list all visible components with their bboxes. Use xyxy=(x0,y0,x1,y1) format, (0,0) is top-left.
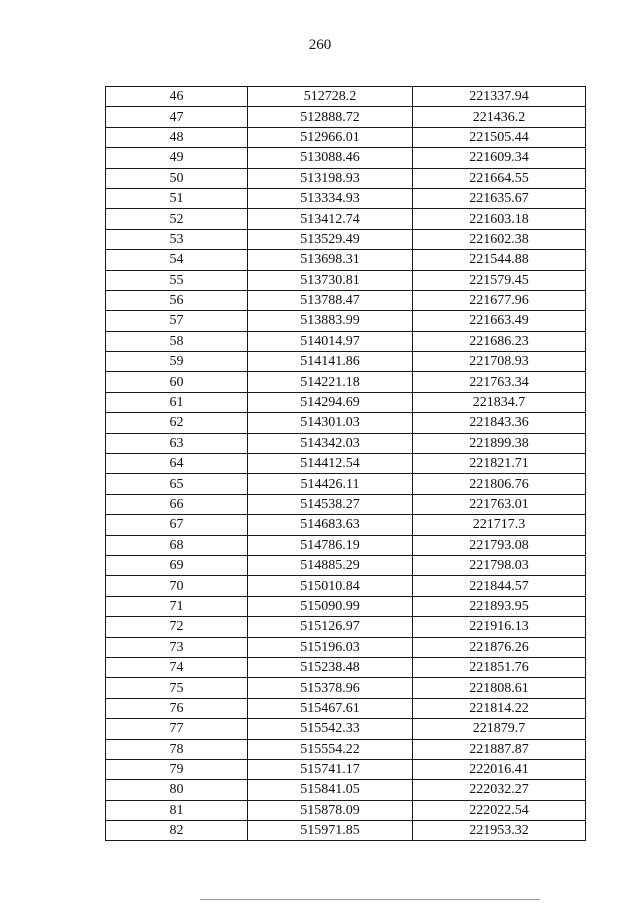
y-coordinate-cell: 221763.34 xyxy=(413,372,586,392)
table-row xyxy=(106,596,586,616)
y-coordinate-cell: 221602.38 xyxy=(413,229,586,249)
table-row xyxy=(106,107,586,127)
x-coordinate-cell: 513529.49 xyxy=(248,229,413,249)
y-coordinate-cell: 221717.3 xyxy=(413,515,586,535)
x-coordinate-cell: 514294.69 xyxy=(248,392,413,412)
point-number-cell: 73 xyxy=(106,637,248,657)
table-row xyxy=(106,617,586,637)
y-coordinate-cell: 222016.41 xyxy=(413,759,586,779)
x-coordinate-cell: 515841.05 xyxy=(248,780,413,800)
point-number-cell: 50 xyxy=(106,168,248,188)
table-row xyxy=(106,555,586,575)
x-coordinate-cell: 515196.03 xyxy=(248,637,413,657)
table-row xyxy=(106,678,586,698)
y-coordinate-cell: 221808.61 xyxy=(413,678,586,698)
point-number-cell: 64 xyxy=(106,454,248,474)
table-row xyxy=(106,270,586,290)
x-coordinate-cell: 514538.27 xyxy=(248,494,413,514)
y-coordinate-cell: 221899.38 xyxy=(413,433,586,453)
table-row xyxy=(106,515,586,535)
x-coordinate-cell: 513088.46 xyxy=(248,148,413,168)
point-number-cell: 57 xyxy=(106,311,248,331)
x-coordinate-cell: 513698.31 xyxy=(248,250,413,270)
y-coordinate-cell: 221686.23 xyxy=(413,331,586,351)
table-row xyxy=(106,494,586,514)
y-coordinate-cell: 221887.87 xyxy=(413,739,586,759)
table-row xyxy=(106,698,586,718)
table-row xyxy=(106,188,586,208)
x-coordinate-cell: 514683.63 xyxy=(248,515,413,535)
x-coordinate-cell: 515010.84 xyxy=(248,576,413,596)
x-coordinate-cell: 513198.93 xyxy=(248,168,413,188)
table-row xyxy=(106,576,586,596)
bottom-divider xyxy=(200,899,540,900)
point-number-cell: 59 xyxy=(106,352,248,372)
x-coordinate-cell: 514014.97 xyxy=(248,331,413,351)
x-coordinate-cell: 514786.19 xyxy=(248,535,413,555)
y-coordinate-cell: 221505.44 xyxy=(413,127,586,147)
point-number-cell: 55 xyxy=(106,270,248,290)
y-coordinate-cell: 221544.88 xyxy=(413,250,586,270)
point-number-cell: 66 xyxy=(106,494,248,514)
point-number-cell: 60 xyxy=(106,372,248,392)
point-number-cell: 48 xyxy=(106,127,248,147)
point-number-cell: 61 xyxy=(106,392,248,412)
point-number-cell: 51 xyxy=(106,188,248,208)
x-coordinate-cell: 515741.17 xyxy=(248,759,413,779)
y-coordinate-cell: 221953.32 xyxy=(413,821,586,841)
table-row xyxy=(106,311,586,331)
x-coordinate-cell: 512728.2 xyxy=(248,87,413,107)
point-number-cell: 68 xyxy=(106,535,248,555)
point-number-cell: 53 xyxy=(106,229,248,249)
table-row xyxy=(106,127,586,147)
point-number-cell: 52 xyxy=(106,209,248,229)
y-coordinate-cell: 221814.22 xyxy=(413,698,586,718)
point-number-cell: 46 xyxy=(106,87,248,107)
coordinates-table-body xyxy=(106,87,586,841)
table-row xyxy=(106,637,586,657)
coordinates-table xyxy=(105,86,586,841)
table-row xyxy=(106,474,586,494)
point-number-cell: 80 xyxy=(106,780,248,800)
y-coordinate-cell: 221635.67 xyxy=(413,188,586,208)
table-row xyxy=(106,780,586,800)
x-coordinate-cell: 513883.99 xyxy=(248,311,413,331)
x-coordinate-cell: 515878.09 xyxy=(248,800,413,820)
y-coordinate-cell: 221763.01 xyxy=(413,494,586,514)
x-coordinate-cell: 514221.18 xyxy=(248,372,413,392)
table-row xyxy=(106,739,586,759)
table-row xyxy=(106,250,586,270)
table-row xyxy=(106,148,586,168)
y-coordinate-cell: 221793.08 xyxy=(413,535,586,555)
y-coordinate-cell: 221834.7 xyxy=(413,392,586,412)
x-coordinate-cell: 513412.74 xyxy=(248,209,413,229)
y-coordinate-cell: 221844.57 xyxy=(413,576,586,596)
x-coordinate-cell: 515126.97 xyxy=(248,617,413,637)
y-coordinate-cell: 221851.76 xyxy=(413,657,586,677)
table-row xyxy=(106,454,586,474)
table-row xyxy=(106,372,586,392)
y-coordinate-cell: 221708.93 xyxy=(413,352,586,372)
y-coordinate-cell: 221876.26 xyxy=(413,637,586,657)
x-coordinate-cell: 515238.48 xyxy=(248,657,413,677)
table-row xyxy=(106,535,586,555)
point-number-cell: 70 xyxy=(106,576,248,596)
table-row xyxy=(106,392,586,412)
y-coordinate-cell: 221843.36 xyxy=(413,413,586,433)
point-number-cell: 79 xyxy=(106,759,248,779)
point-number-cell: 67 xyxy=(106,515,248,535)
x-coordinate-cell: 512966.01 xyxy=(248,127,413,147)
table-row xyxy=(106,759,586,779)
point-number-cell: 63 xyxy=(106,433,248,453)
table-row xyxy=(106,229,586,249)
x-coordinate-cell: 513334.93 xyxy=(248,188,413,208)
y-coordinate-cell: 221677.96 xyxy=(413,290,586,310)
x-coordinate-cell: 515542.33 xyxy=(248,719,413,739)
y-coordinate-cell: 221579.45 xyxy=(413,270,586,290)
x-coordinate-cell: 515378.96 xyxy=(248,678,413,698)
point-number-cell: 62 xyxy=(106,413,248,433)
table-row xyxy=(106,290,586,310)
x-coordinate-cell: 514342.03 xyxy=(248,433,413,453)
point-number-cell: 75 xyxy=(106,678,248,698)
y-coordinate-cell: 221893.95 xyxy=(413,596,586,616)
x-coordinate-cell: 515467.61 xyxy=(248,698,413,718)
x-coordinate-cell: 514885.29 xyxy=(248,555,413,575)
table-row xyxy=(106,821,586,841)
table-row xyxy=(106,657,586,677)
y-coordinate-cell: 221798.03 xyxy=(413,555,586,575)
x-coordinate-cell: 513788.47 xyxy=(248,290,413,310)
x-coordinate-cell: 515554.22 xyxy=(248,739,413,759)
point-number-cell: 77 xyxy=(106,719,248,739)
x-coordinate-cell: 515090.99 xyxy=(248,596,413,616)
x-coordinate-cell: 515971.85 xyxy=(248,821,413,841)
y-coordinate-cell: 221436.2 xyxy=(413,107,586,127)
y-coordinate-cell: 222032.27 xyxy=(413,780,586,800)
point-number-cell: 81 xyxy=(106,800,248,820)
point-number-cell: 78 xyxy=(106,739,248,759)
table-row xyxy=(106,87,586,107)
y-coordinate-cell: 221603.18 xyxy=(413,209,586,229)
point-number-cell: 47 xyxy=(106,107,248,127)
y-coordinate-cell: 221806.76 xyxy=(413,474,586,494)
y-coordinate-cell: 221663.49 xyxy=(413,311,586,331)
x-coordinate-cell: 514426.11 xyxy=(248,474,413,494)
y-coordinate-cell: 222022.54 xyxy=(413,800,586,820)
table-row xyxy=(106,413,586,433)
table-row xyxy=(106,331,586,351)
point-number-cell: 72 xyxy=(106,617,248,637)
x-coordinate-cell: 512888.72 xyxy=(248,107,413,127)
point-number-cell: 56 xyxy=(106,290,248,310)
table-row xyxy=(106,352,586,372)
y-coordinate-cell: 221879.7 xyxy=(413,719,586,739)
y-coordinate-cell: 221664.55 xyxy=(413,168,586,188)
point-number-cell: 65 xyxy=(106,474,248,494)
x-coordinate-cell: 513730.81 xyxy=(248,270,413,290)
page-number: 260 xyxy=(308,37,332,53)
point-number-cell: 69 xyxy=(106,555,248,575)
y-coordinate-cell: 221821.71 xyxy=(413,454,586,474)
point-number-cell: 71 xyxy=(106,596,248,616)
table-row xyxy=(106,800,586,820)
y-coordinate-cell: 221916.13 xyxy=(413,617,586,637)
point-number-cell: 49 xyxy=(106,148,248,168)
x-coordinate-cell: 514141.86 xyxy=(248,352,413,372)
table-row xyxy=(106,168,586,188)
y-coordinate-cell: 221609.34 xyxy=(413,148,586,168)
table-row xyxy=(106,209,586,229)
x-coordinate-cell: 514301.03 xyxy=(248,413,413,433)
point-number-cell: 54 xyxy=(106,250,248,270)
x-coordinate-cell: 514412.54 xyxy=(248,454,413,474)
point-number-cell: 58 xyxy=(106,331,248,351)
y-coordinate-cell: 221337.94 xyxy=(413,87,586,107)
point-number-cell: 76 xyxy=(106,698,248,718)
point-number-cell: 82 xyxy=(106,821,248,841)
table-row xyxy=(106,433,586,453)
table-row xyxy=(106,719,586,739)
point-number-cell: 74 xyxy=(106,657,248,677)
